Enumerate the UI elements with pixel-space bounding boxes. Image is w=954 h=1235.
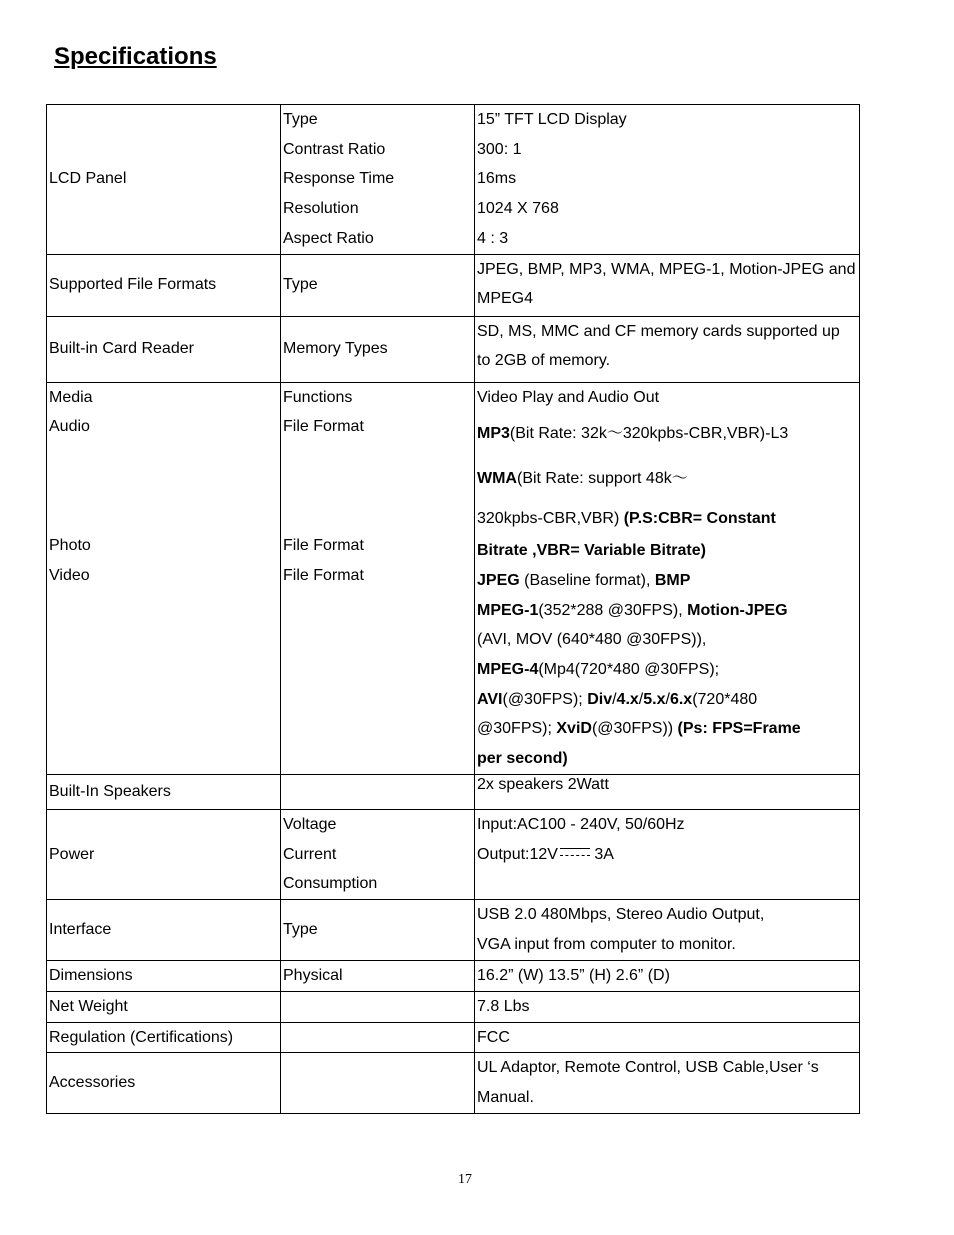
format-name: Motion-JPEG — [687, 601, 788, 619]
video-format-line — [477, 685, 857, 715]
format-detail: (@30FPS); — [502, 690, 588, 708]
format-name: 4.x — [616, 690, 639, 708]
category-label: Built-in Card Reader — [49, 340, 194, 358]
format-name: BMP — [654, 571, 691, 589]
video-format-line — [477, 625, 857, 655]
category-label: Dimensions — [49, 966, 133, 984]
spacer — [49, 501, 278, 531]
format-detail: (Bit Rate: support 48k～ — [516, 470, 688, 488]
video-format-line — [477, 655, 857, 685]
separator: / — [612, 690, 617, 708]
category-label: Audio — [49, 418, 90, 436]
spec-label: Functions — [283, 388, 353, 406]
spec-label-cell — [281, 991, 475, 1022]
spacer — [283, 501, 472, 531]
spec-value: VGA input from computer to monitor. — [477, 935, 736, 953]
spec-value-cell — [475, 809, 860, 899]
spec-value-cell — [475, 382, 860, 774]
spec-label: File Format — [283, 418, 364, 436]
category-label: Net Weight — [49, 997, 128, 1015]
format-detail: (Mp4(720*480 @30FPS); — [538, 661, 720, 679]
spec-value-cell — [475, 316, 860, 382]
spacer — [49, 472, 278, 502]
format-note: per second) — [477, 750, 568, 768]
spec-value-cell — [475, 105, 860, 255]
spec-label-cell — [281, 960, 475, 991]
category-label: LCD Panel — [49, 170, 127, 188]
power-output — [477, 840, 857, 870]
spec-label: Type — [283, 921, 318, 939]
spec-label: Contrast Ratio — [283, 140, 386, 158]
spec-label: Resolution — [283, 200, 359, 218]
format-name: XviD — [556, 720, 592, 738]
spec-value: 1024 X 768 — [477, 200, 559, 218]
spec-label: Type — [283, 111, 318, 128]
category-cell — [47, 809, 281, 899]
format-detail: 320kpbs-CBR,VBR) — [477, 510, 624, 528]
format-detail: (352*288 @30FPS), — [538, 601, 688, 619]
table-row — [47, 105, 860, 255]
table-row — [47, 1022, 860, 1053]
audio-format-wma — [477, 456, 857, 502]
spec-value-cell — [475, 1022, 860, 1053]
format-detail: (@30FPS)) — [591, 720, 678, 738]
spec-value-cell — [475, 991, 860, 1022]
spec-value-cell — [475, 774, 860, 809]
category-label: Regulation (Certifications) — [49, 1028, 234, 1046]
spec-value: FCC — [477, 1028, 510, 1046]
spec-label: File Format — [283, 536, 364, 554]
category-cell — [47, 899, 281, 960]
spec-label: Memory Types — [283, 340, 388, 358]
page-number: 17 — [458, 1172, 472, 1187]
dc-voltage-icon — [560, 848, 590, 860]
category-cell — [47, 316, 281, 382]
spec-value: Input:AC100 - 240V, 50/60Hz — [477, 815, 685, 833]
audio-format-note — [477, 536, 857, 566]
spec-label: Current — [283, 845, 337, 863]
category-label: Built-In Speakers — [49, 782, 171, 800]
category-cell — [47, 1053, 281, 1113]
format-detail: (AVI, MOV (640*480 @30FPS)), — [477, 631, 707, 649]
spec-value: 16ms — [477, 170, 517, 188]
format-note: (P.S:CBR= Constant — [623, 510, 776, 528]
audio-format-wma-cont — [477, 502, 857, 536]
video-format-line — [477, 714, 857, 744]
format-detail: (Baseline format), — [519, 571, 655, 589]
spec-label: Type — [283, 276, 318, 294]
format-name: 6.x — [669, 690, 693, 708]
format-name: MPEG-4 — [477, 661, 539, 679]
format-name: MPEG-1 — [477, 601, 539, 619]
table-row — [47, 254, 860, 316]
spec-value: 3A — [589, 845, 614, 863]
spec-label: Response Time — [283, 170, 395, 188]
category-label: Media — [49, 388, 93, 406]
spacer — [283, 472, 472, 502]
table-row — [47, 899, 860, 960]
video-format-line — [477, 744, 857, 774]
video-format-line — [477, 596, 857, 626]
spec-value: USB 2.0 480Mbps, Stereo Audio Output, — [477, 905, 765, 923]
spec-value-cell — [475, 254, 860, 316]
category-label: Supported File Formats — [49, 276, 217, 294]
spec-value: Output:12V — [477, 845, 558, 863]
table-row — [47, 960, 860, 991]
spec-label: Aspect Ratio — [283, 229, 374, 247]
format-note: (Ps: FPS=Frame — [677, 720, 801, 738]
spec-label: Consumption — [283, 875, 378, 893]
spec-value-cell — [475, 899, 860, 960]
category-label: Video — [49, 566, 90, 584]
spacer — [49, 442, 278, 472]
spec-label-cell — [281, 382, 475, 774]
photo-formats — [477, 566, 857, 596]
format-detail: (Bit Rate: 32k～320kpbs-CBR,VBR)-L3 — [509, 425, 789, 443]
format-note: Bitrate ,VBR= Variable Bitrate) — [477, 542, 706, 560]
format-name: Div — [587, 690, 613, 708]
spec-label-cell — [281, 254, 475, 316]
format-name: MP3 — [477, 425, 510, 443]
format-name: WMA — [477, 470, 517, 488]
category-cell — [47, 105, 281, 255]
category-cell — [47, 1022, 281, 1053]
spec-label: Voltage — [283, 815, 337, 833]
category-cell — [47, 960, 281, 991]
spec-value-cell — [475, 1053, 860, 1113]
format-name: 5.x — [643, 690, 666, 708]
category-label: Interface — [49, 921, 112, 939]
specifications-table — [46, 104, 860, 1114]
separator: / — [665, 690, 670, 708]
format-name: JPEG — [477, 571, 520, 589]
spec-label-cell — [281, 1053, 475, 1113]
spec-value: SD, MS, MMC and CF memory cards supported up to 2GB of memory. — [477, 322, 840, 370]
spec-value-cell — [475, 960, 860, 991]
spec-label-cell — [281, 899, 475, 960]
table-row — [47, 1053, 860, 1113]
format-name: AVI — [477, 690, 503, 708]
category-cell — [47, 382, 281, 774]
category-cell — [47, 774, 281, 809]
spec-label-cell — [281, 774, 475, 809]
spec-value: 16.2” (W) 13.5” (H) 2.6” (D) — [477, 966, 670, 984]
category-label: Power — [49, 845, 95, 863]
spec-label: File Format — [283, 566, 364, 584]
table-row — [47, 382, 860, 774]
spec-value: 7.8 Lbs — [477, 997, 530, 1015]
spec-value: 2x speakers 2Watt — [477, 775, 609, 793]
spec-value: Video Play and Audio Out — [477, 388, 660, 406]
spec-label-cell — [281, 316, 475, 382]
spacer — [283, 442, 472, 472]
spec-label-cell — [281, 105, 475, 255]
audio-format-mp3 — [477, 412, 857, 456]
table-row — [47, 774, 860, 809]
table-row — [47, 991, 860, 1022]
format-detail: (720*480 — [692, 690, 758, 708]
spec-label-cell — [281, 809, 475, 899]
format-detail: @30FPS); — [477, 720, 557, 738]
category-label: Photo — [49, 536, 91, 554]
category-cell — [47, 991, 281, 1022]
spec-value: JPEG, BMP, MP3, WMA, MPEG-1, Motion-JPEG and MPEG4 — [477, 260, 856, 308]
spec-value: 300: 1 — [477, 140, 522, 158]
page-title: Specifications — [54, 43, 217, 70]
table-row — [47, 316, 860, 382]
category-cell — [47, 254, 281, 316]
spec-value: 15” TFT LCD Display — [477, 111, 627, 128]
spec-label-cell — [281, 1022, 475, 1053]
table-row — [47, 809, 860, 899]
spec-value: 4 : 3 — [477, 229, 509, 247]
category-label: Accessories — [49, 1074, 136, 1092]
spec-value: UL Adaptor, Remote Control, USB Cable,User ‘s Manual. — [477, 1059, 819, 1107]
spec-label: Physical — [283, 966, 343, 984]
separator: / — [638, 690, 644, 708]
